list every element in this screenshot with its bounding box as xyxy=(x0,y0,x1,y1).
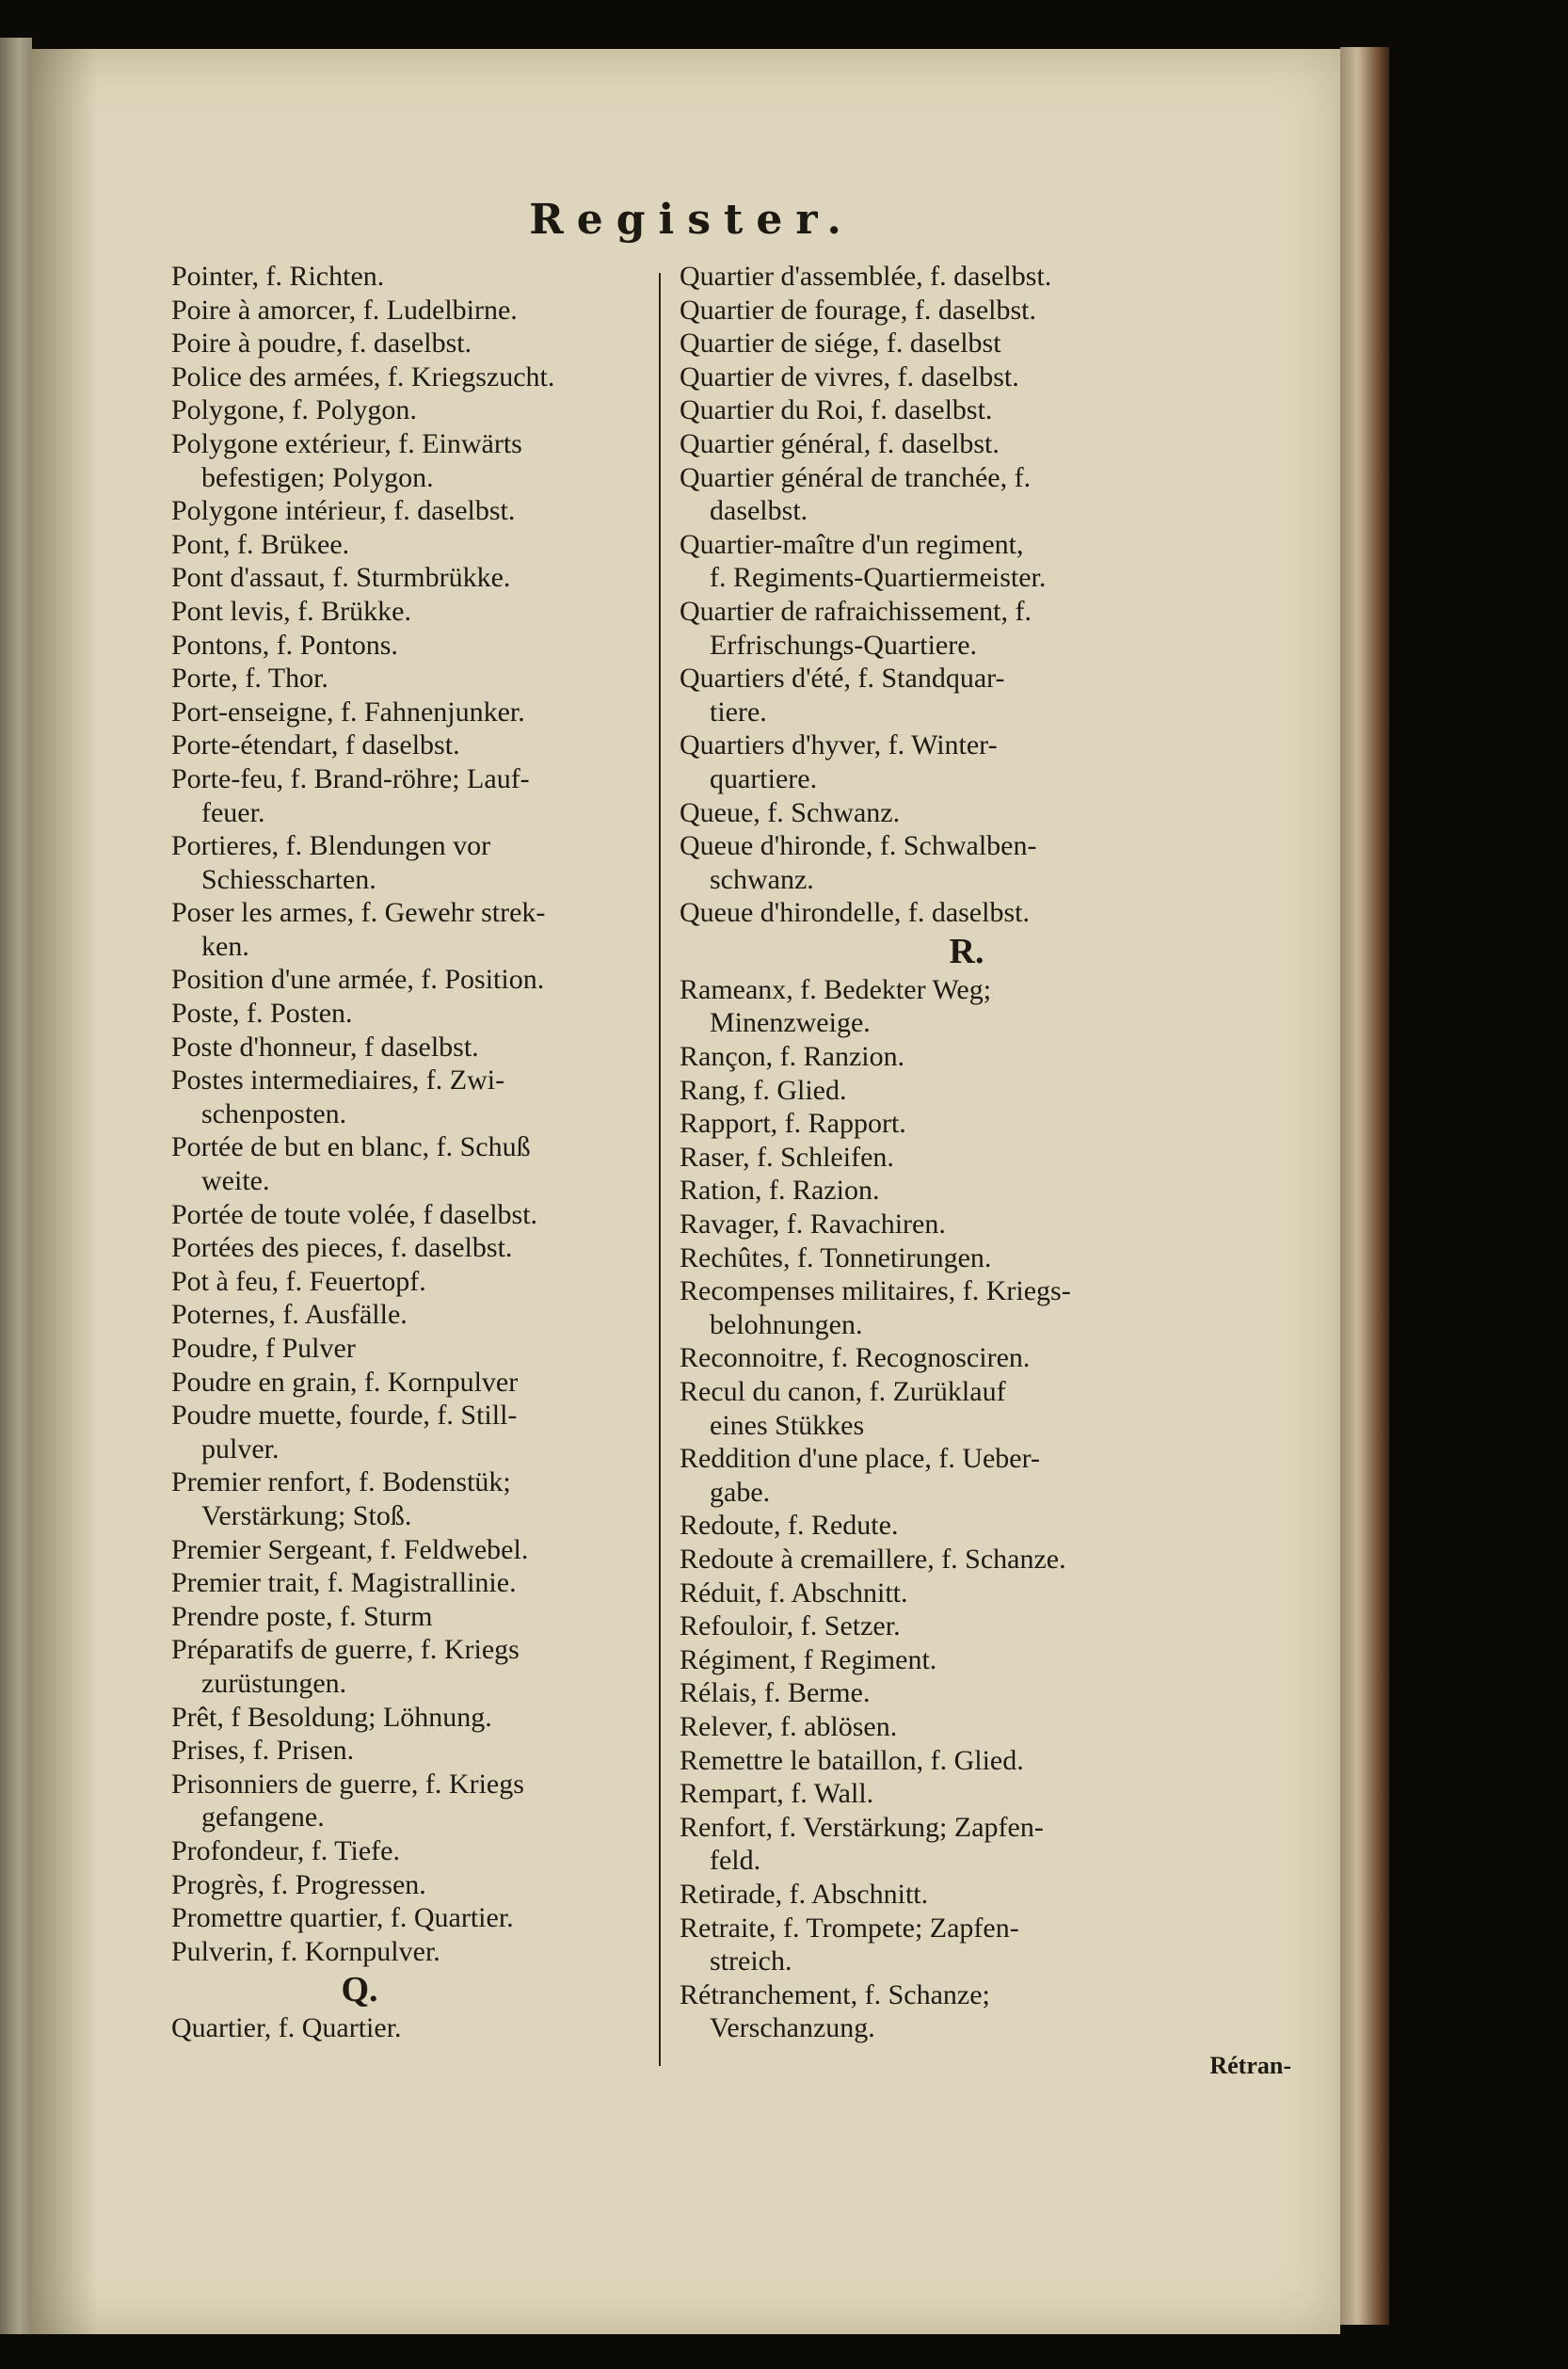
entry-line: Redoute à cremaillere, f. Schanze. xyxy=(680,1543,1066,1575)
entry-line: Rétranchement, f. Schanze; xyxy=(680,1978,990,2010)
entry-line: Quartier, f. Quartier. xyxy=(171,2012,402,2044)
entry-line: Porte, f. Thor. xyxy=(171,663,328,695)
entry-line: Quartiers d'été, f. Standquar- xyxy=(680,663,1005,695)
entry-line: Quartier d'assemblée, f. daselbst. xyxy=(680,261,1052,292)
entry-line: Polygone, f. Polygon. xyxy=(171,394,417,426)
index-entry xyxy=(680,294,1291,328)
index-entry xyxy=(680,327,1291,360)
entry-line: Quartier de siége, f. daselbst xyxy=(680,328,1001,360)
entry-line: Portée de toute volée, f daselbst. xyxy=(171,1198,538,1230)
entry-line: Quartiers d'hyver, f. Winter- xyxy=(680,729,998,761)
index-entry xyxy=(680,1107,1291,1141)
index-entry xyxy=(171,393,661,427)
entry-line: Pont levis, f. Brükke. xyxy=(171,595,411,627)
entry-line: Portées des pieces, f. daselbst. xyxy=(171,1232,513,1264)
index-entry xyxy=(171,1633,661,1700)
index-entry xyxy=(680,1141,1291,1175)
index-entry xyxy=(171,1935,661,1969)
entry-line: Quartier général de tranchée, f. xyxy=(680,461,1032,493)
index-entry xyxy=(680,662,1291,728)
entry-line: Recompenses militaires, f. Kriegs- xyxy=(680,1275,1071,1307)
index-entry xyxy=(680,427,1291,461)
running-head: Register. xyxy=(529,196,855,244)
entry-line: Quartier de rafraichissement, f. xyxy=(680,595,1032,627)
entry-line: Retraite, f. Trompete; Zapfen- xyxy=(680,1912,1019,1944)
entry-continuation-line: feuer. xyxy=(201,796,265,828)
book-cover-edge xyxy=(1340,47,1389,2325)
index-entry xyxy=(171,1901,661,1935)
entry-line: Pointer, f. Richten. xyxy=(171,261,385,292)
entry-continuation-line: zurüstungen. xyxy=(201,1667,347,1699)
entry-line: Rélais, f. Berme. xyxy=(680,1677,871,1709)
entry-continuation-line: gefangene. xyxy=(201,1801,325,1833)
entry-line: Ration, f. Razion. xyxy=(680,1175,880,1207)
entry-continuation-line: tiere. xyxy=(710,696,767,728)
entry-continuation-line: ken. xyxy=(201,930,249,962)
index-entry xyxy=(680,1375,1291,1442)
index-entry xyxy=(680,1643,1291,1677)
index-entry xyxy=(171,1130,661,1197)
entry-continuation-line: daselbst. xyxy=(710,495,808,527)
entry-line: Rechûtes, f. Tonnetirungen. xyxy=(680,1241,992,1273)
entry-continuation-line: Verschanzung. xyxy=(710,2012,875,2044)
entry-continuation-line: Schiesscharten. xyxy=(201,863,376,895)
index-entry xyxy=(680,1878,1291,1912)
index-entry xyxy=(171,595,661,629)
index-entry xyxy=(171,1834,661,1868)
index-entry xyxy=(171,1332,661,1366)
index-entry xyxy=(171,1298,661,1332)
entry-line: Quartier général, f. daselbst. xyxy=(680,427,1000,459)
entry-line: Profondeur, f. Tiefe. xyxy=(171,1834,400,1866)
index-entry xyxy=(680,829,1291,896)
entry-line: Porte-feu, f. Brand-röhre; Lauf- xyxy=(171,762,530,794)
entry-line: Poudre muette, fourde, f. Still- xyxy=(171,1400,518,1432)
entry-continuation-line: eines Stükkes xyxy=(710,1409,865,1441)
entry-line: Queue, f. Schwanz. xyxy=(680,796,901,828)
entry-line: Remettre le bataillon, f. Glied. xyxy=(680,1744,1024,1776)
index-entry xyxy=(680,360,1291,394)
entry-line: Poste, f. Posten. xyxy=(171,998,353,1030)
entry-line: Pontons, f. Pontons. xyxy=(171,629,398,661)
index-entry xyxy=(680,1241,1291,1275)
entry-line: Quartier-maître d'un regiment, xyxy=(680,528,1024,560)
index-entry xyxy=(171,360,661,394)
entry-line: Reddition d'une place, f. Ueber- xyxy=(680,1443,1040,1475)
entry-line: Quartier de vivres, f. daselbst. xyxy=(680,360,1019,392)
entry-line: Position d'une armée, f. Position. xyxy=(171,964,545,996)
index-entry xyxy=(171,1566,661,1600)
entry-line: Poire à poudre, f. daselbst. xyxy=(171,328,472,360)
entry-line: Premier renfort, f. Bodenstük; xyxy=(171,1466,511,1498)
entry-line: Promettre quartier, f. Quartier. xyxy=(171,1902,514,1934)
index-entry xyxy=(680,1274,1291,1341)
index-entry xyxy=(680,260,1291,294)
index-entry xyxy=(171,762,661,829)
entry-continuation-line: schwanz. xyxy=(710,863,814,895)
index-entry xyxy=(171,696,661,729)
entry-continuation-line: pulver. xyxy=(201,1433,280,1465)
index-entry xyxy=(680,973,1291,1040)
entry-continuation-line: belohnungen. xyxy=(710,1308,863,1340)
entry-line: Préparatifs de guerre, f. Kriegs xyxy=(171,1634,520,1666)
left-entries xyxy=(171,260,661,1968)
entry-line: Prendre poste, f. Sturm xyxy=(171,1600,433,1632)
entry-continuation-line: quartiere. xyxy=(710,762,818,794)
index-entry xyxy=(171,963,661,997)
right-column xyxy=(680,260,1291,2082)
entry-line: Portée de but en blanc, f. Schuß xyxy=(171,1131,531,1163)
right-after-r-entries xyxy=(680,973,1291,2045)
index-entry xyxy=(171,1701,661,1735)
index-entry xyxy=(171,728,661,762)
entry-continuation-line: streich. xyxy=(710,1945,792,1977)
entry-line: Retirade, f. Abschnitt. xyxy=(680,1878,929,1910)
index-entry xyxy=(680,1509,1291,1543)
section-letter-q: Q. xyxy=(341,1970,378,2010)
index-entry xyxy=(171,294,661,328)
index-entry xyxy=(680,1074,1291,1108)
index-entry xyxy=(171,1768,661,1834)
entry-line: Pot à feu, f. Feuertopf. xyxy=(171,1265,426,1297)
page-gutter-shadow xyxy=(32,49,98,2334)
index-entry xyxy=(171,1600,661,1634)
index-entry xyxy=(680,528,1291,595)
index-entry xyxy=(680,1609,1291,1643)
index-entry xyxy=(171,2011,661,2045)
entry-line: Quartier de fourage, f. daselbst. xyxy=(680,294,1037,326)
entry-line: Redoute, f. Redute. xyxy=(680,1510,899,1542)
index-entry xyxy=(680,728,1291,795)
index-entry xyxy=(171,829,661,896)
entry-line: Ravager, f. Ravachiren. xyxy=(680,1209,946,1241)
entry-line: Poudre, f Pulver xyxy=(171,1333,356,1364)
index-entry xyxy=(680,595,1291,662)
index-entry xyxy=(680,1710,1291,1744)
index-entry xyxy=(171,1265,661,1299)
facing-page-edge xyxy=(0,38,32,2334)
entry-line: Poire à amorcer, f. Ludelbirne. xyxy=(171,294,518,326)
entry-continuation-line: weite. xyxy=(201,1165,270,1197)
entry-line: Reconnoitre, f. Recognosciren. xyxy=(680,1342,1031,1374)
index-entry xyxy=(680,1174,1291,1208)
entry-line: Pulverin, f. Kornpulver. xyxy=(171,1935,440,1967)
index-entry xyxy=(171,528,661,562)
entry-line: Poser les armes, f. Gewehr strek- xyxy=(171,897,546,929)
entry-line: Recul du canon, f. Zurüklauf xyxy=(680,1376,1006,1407)
section-letter-r: R. xyxy=(949,931,984,971)
entry-continuation-line: Minenzweige. xyxy=(710,1007,871,1039)
index-entry xyxy=(680,1777,1291,1811)
entry-line: Prisonniers de guerre, f. Kriegs xyxy=(171,1768,524,1800)
index-entry xyxy=(171,494,661,528)
entry-continuation-line: Erfrischungs-Quartiere. xyxy=(710,629,978,661)
entry-line: Régiment, f Regiment. xyxy=(680,1643,937,1675)
index-entry xyxy=(171,327,661,360)
index-entry xyxy=(171,260,661,294)
index-entry xyxy=(171,997,661,1031)
entry-line: Rançon, f. Ranzion. xyxy=(680,1041,905,1073)
entry-line: Portieres, f. Blendungen vor xyxy=(171,830,491,862)
index-entry xyxy=(680,1676,1291,1710)
catchword: Rétran- xyxy=(1209,2051,1291,2079)
index-entry xyxy=(680,1912,1291,1978)
index-entry xyxy=(680,461,1291,528)
index-entry xyxy=(680,393,1291,427)
left-column xyxy=(171,260,661,2045)
entry-line: Prises, f. Prisen. xyxy=(171,1735,355,1767)
index-entry xyxy=(171,1031,661,1064)
index-entry xyxy=(680,1040,1291,1074)
entry-line: Polygone intérieur, f. daselbst. xyxy=(171,495,516,527)
entry-line: Port-enseigne, f. Fahnenjunker. xyxy=(171,696,525,728)
left-after-q-entries xyxy=(171,2011,661,2045)
index-entry xyxy=(171,1064,661,1130)
index-entry xyxy=(171,629,661,663)
index-entry xyxy=(171,1734,661,1768)
entry-line: Prêt, f Besoldung; Löhnung. xyxy=(171,1701,492,1733)
entry-line: Rang, f. Glied. xyxy=(680,1074,847,1106)
index-entry xyxy=(680,1208,1291,1241)
index-entry xyxy=(171,1868,661,1902)
index-entry xyxy=(171,1465,661,1532)
index-entry xyxy=(680,796,1291,830)
index-entry xyxy=(680,1442,1291,1509)
entry-continuation-line: schenposten. xyxy=(201,1097,347,1129)
entry-line: Refouloir, f. Setzer. xyxy=(680,1610,901,1642)
index-entry xyxy=(171,1231,661,1265)
entry-continuation-line: befestigen; Polygon. xyxy=(201,461,434,493)
index-entry xyxy=(680,1978,1291,2045)
entry-line: Réduit, f. Abschnitt. xyxy=(680,1577,908,1609)
entry-line: Quartier du Roi, f. daselbst. xyxy=(680,394,993,426)
entry-line: Relever, f. ablösen. xyxy=(680,1710,898,1742)
entry-line: Police des armées, f. Kriegszucht. xyxy=(171,360,555,392)
index-entry xyxy=(171,1198,661,1232)
index-entry xyxy=(171,1533,661,1567)
entry-line: Pont, f. Brükee. xyxy=(171,528,350,560)
index-entry xyxy=(680,1543,1291,1577)
entry-line: Progrès, f. Progressen. xyxy=(171,1868,426,1900)
entry-continuation-line: f. Regiments-Quartiermeister. xyxy=(710,562,1047,594)
entry-line: Queue d'hironde, f. Schwalben- xyxy=(680,830,1037,862)
index-entry xyxy=(171,561,661,595)
entry-continuation-line: gabe. xyxy=(710,1476,771,1508)
index-entry xyxy=(680,1811,1291,1878)
entry-continuation-line: Verstärkung; Stoß. xyxy=(201,1499,412,1531)
entry-line: Rempart, f. Wall. xyxy=(680,1778,874,1810)
index-entry xyxy=(680,896,1291,930)
index-entry xyxy=(680,1341,1291,1375)
entry-line: Premier trait, f. Magistrallinie. xyxy=(171,1567,517,1599)
right-entries xyxy=(680,260,1291,930)
entry-line: Renfort, f. Verstärkung; Zapfen- xyxy=(680,1811,1044,1843)
entry-line: Queue d'hirondelle, f. daselbst. xyxy=(680,897,1030,929)
index-entry xyxy=(680,1744,1291,1778)
entry-line: Polygone extérieur, f. Einwärts xyxy=(171,427,522,459)
entry-line: Pont d'assaut, f. Sturmbrükke. xyxy=(171,562,511,594)
entry-line: Rameanx, f. Bedekter Weg; xyxy=(680,973,992,1005)
entry-line: Rapport, f. Rapport. xyxy=(680,1108,906,1140)
entry-line: Poudre en grain, f. Kornpulver xyxy=(171,1366,519,1398)
entry-line: Poternes, f. Ausfälle. xyxy=(171,1299,408,1331)
entry-line: Premier Sergeant, f. Feldwebel. xyxy=(171,1533,529,1565)
index-entry xyxy=(171,427,661,494)
entry-line: Postes intermediaires, f. Zwi- xyxy=(171,1064,505,1096)
index-entry xyxy=(171,662,661,696)
index-entry xyxy=(171,1366,661,1400)
entry-line: Porte-étendart, f daselbst. xyxy=(171,729,460,761)
index-entry xyxy=(171,1399,661,1465)
index-entry xyxy=(680,1577,1291,1610)
entry-line: Raser, f. Schleifen. xyxy=(680,1141,894,1173)
entry-line: Poste d'honneur, f daselbst. xyxy=(171,1031,479,1063)
entry-continuation-line: feld. xyxy=(710,1845,761,1877)
index-entry xyxy=(171,896,661,963)
